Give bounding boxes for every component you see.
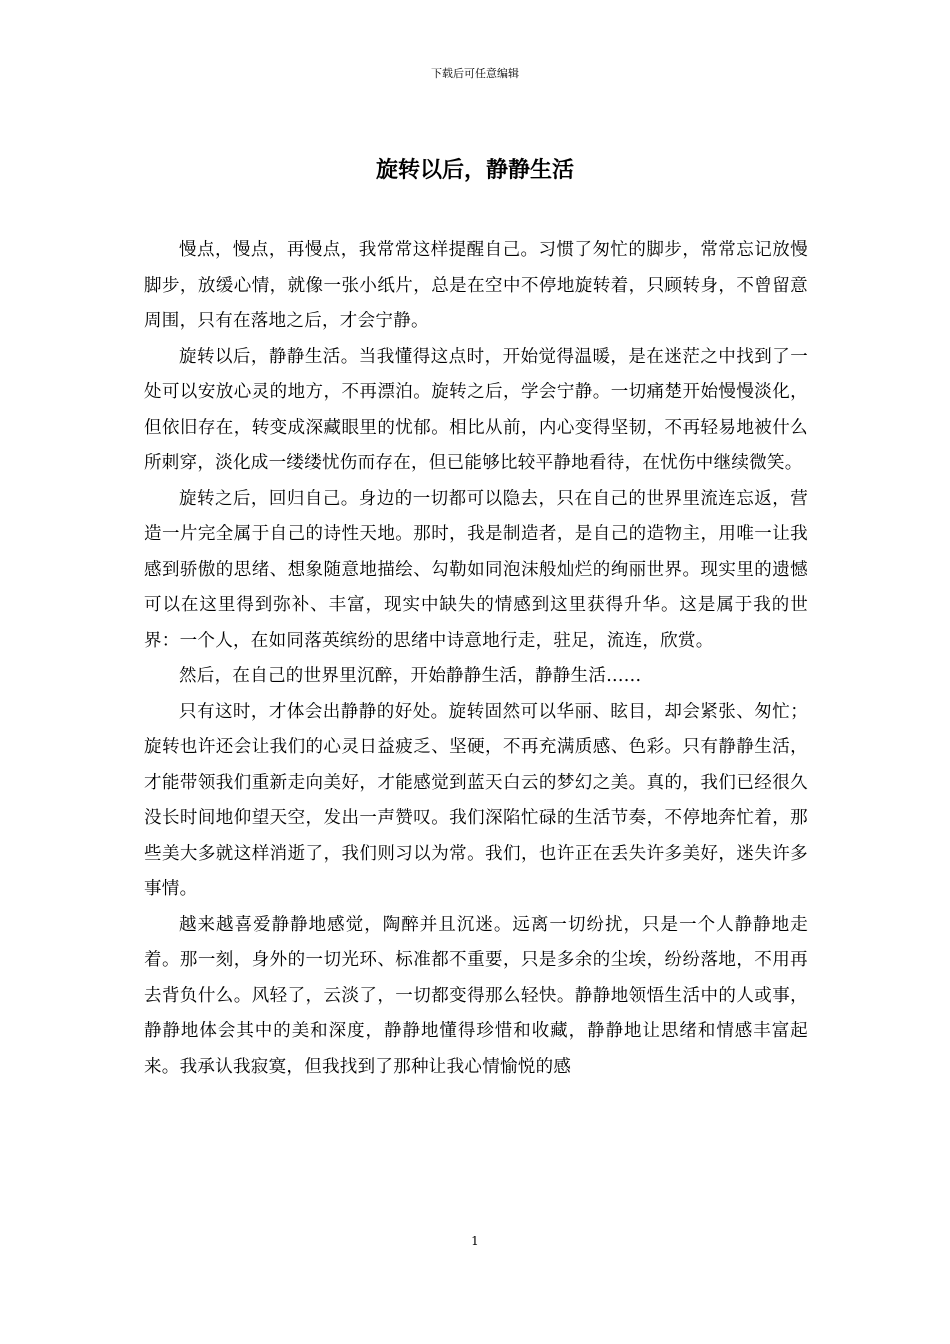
paragraph: 慢点，慢点，再慢点，我常常这样提醒自己。习惯了匆忙的脚步，常常忘记放慢脚步，放缓心情，就像一张小纸片，总是在空中不停地旋转着，只顾转身，不曾留意周围，只有在落地之后，才会宁静。 <box>144 240 808 331</box>
document-title: 旋转以后，静静生活 <box>375 157 574 183</box>
paragraph: 然后，在自己的世界里沉醉，开始静静生活，静静生活...... <box>179 666 642 686</box>
document-body <box>144 233 808 1085</box>
paragraph: 旋转之后，回归自己。身边的一切都可以隐去，只在自己的世界里流连忘返，营造一片完全属于自己的诗性天地。那时，我是制造者，是自己的造物主，用唯一让我感到骄傲的思绪、想象随意地描绘、勾勒如同泡沫般灿烂的绚丽世界。现实里的遗憾可以在这里得到弥补、丰富，现实中缺失的情感到这里获得升华。这是属于我的世界：一个人，在如同落英缤纷的思绪中诗意地行走，驻足，流连，欣赏。 <box>144 488 808 651</box>
page-number: 1 <box>471 1234 479 1248</box>
paragraph: 只有这时，才体会出静静的好处。旋转固然可以华丽、眩目，却会紧张、匆忙；旋转也许还会让我们的心灵日益疲乏、坚硬，不再充满质感、色彩。只有静静生活，才能带领我们重新走向美好，才能感觉到蓝天白云的梦幻之美。真的，我们已经很久没长时间地仰望天空，发出一声赞叹。我们深陷忙碌的生活节奏，不停地奔忙着，那些美大多就这样消逝了，我们则习以为常。我们，也许正在丢失许多美好，迷失许多事情。 <box>144 701 808 899</box>
paragraph: 越来越喜爱静静地感觉，陶醉并且沉迷。远离一切纷扰，只是一个人静静地走着。那一刻，身外的一切光环、标准都不重要，只是多余的尘埃，纷纷落地，不用再去背负什么。风轻了，云淡了，一切都变得那么轻快。静静地领悟生活中的人或事，静静地体会其中的美和深度，静静地懂得珍惜和收藏，静静地让思绪和情感丰富起来。我承认我寂寞，但我找到了那种让我心情愉悦的感 <box>144 914 808 1077</box>
header-note: 下载后可任意编辑 <box>431 67 519 80</box>
paragraph: 旋转以后，静静生活。当我懂得这点时，开始觉得温暖，是在迷茫之中找到了一处可以安放心灵的地方，不再漂泊。旋转之后，学会宁静。一切痛楚开始慢慢淡化，但依旧存在，转变成深藏眼里的忧郁。相比从前，内心变得坚韧，不再轻易地被什么所刺穿，淡化成一缕缕忧伤而存在，但已能够比较平静地看待，在忧伤中继续微笑。 <box>144 346 808 473</box>
